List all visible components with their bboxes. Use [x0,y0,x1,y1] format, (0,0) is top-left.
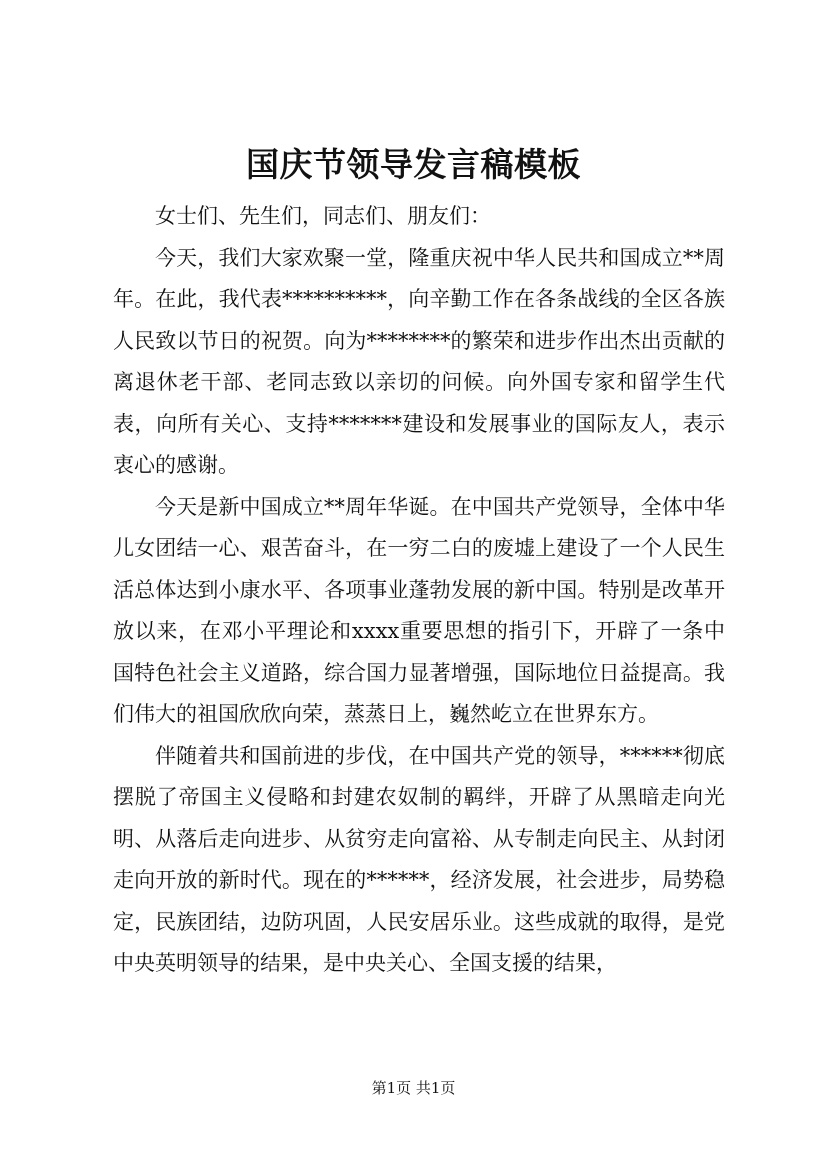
document-title: 国庆节领导发言稿模板 [246,145,581,184]
paragraph-salutation: 女士们、先生们，同志们、朋友们： [155,204,491,228]
document-body [113,196,725,985]
paragraph-2: 今天是新中国成立**周年华诞。在中国共产党领导，全体中华儿女团结一心、艰苦奋斗，在一穷二白的废墟上建设了一个人民生活总体达到小康水平、各项事业蓬勃发展的新中国。特别是改革开放以来，在邓小平理论和xxxx重要思想的指引下，开辟了一条中国特色社会主义道路，综合国力显著增强，国际地位日益提高。我们伟大的祖国欣欣向荣，蒸蒸日上，巍然屹立在世界东方。 [113,494,725,726]
paragraph-1: 今天，我们大家欢聚一堂，隆重庆祝中华人民共和国成立**周年。在此，我代表**********，向辛勤工作在各条战线的全区各族人民致以节日的祝贺。向为********的繁荣和进步作出杰出贡献的离退休老干部、老同志致以亲切的问候。向外国专家和留学生代表，向所有关心、支持*******建设和发展事业的国际友人，表示衷心的感谢。 [113,245,725,477]
page-footer: 第1页 共1页 [371,1079,456,1097]
paragraph-3: 伴随着共和国前进的步伐，在中国共产党的领导，******彻底摆脱了帝国主义侵略和封建农奴制的羁绊，开辟了从黑暗走向光明、从落后走向进步、从贫穷走向富裕、从专制走向民主、从封闭走向开放的新时代。现在的******，经济发展，社会进步，局势稳定，民族团结，边防巩固，人民安居乐业。这些成就的取得，是党中央英明领导的结果，是中央关心、全国支援的结果， [113,743,725,975]
